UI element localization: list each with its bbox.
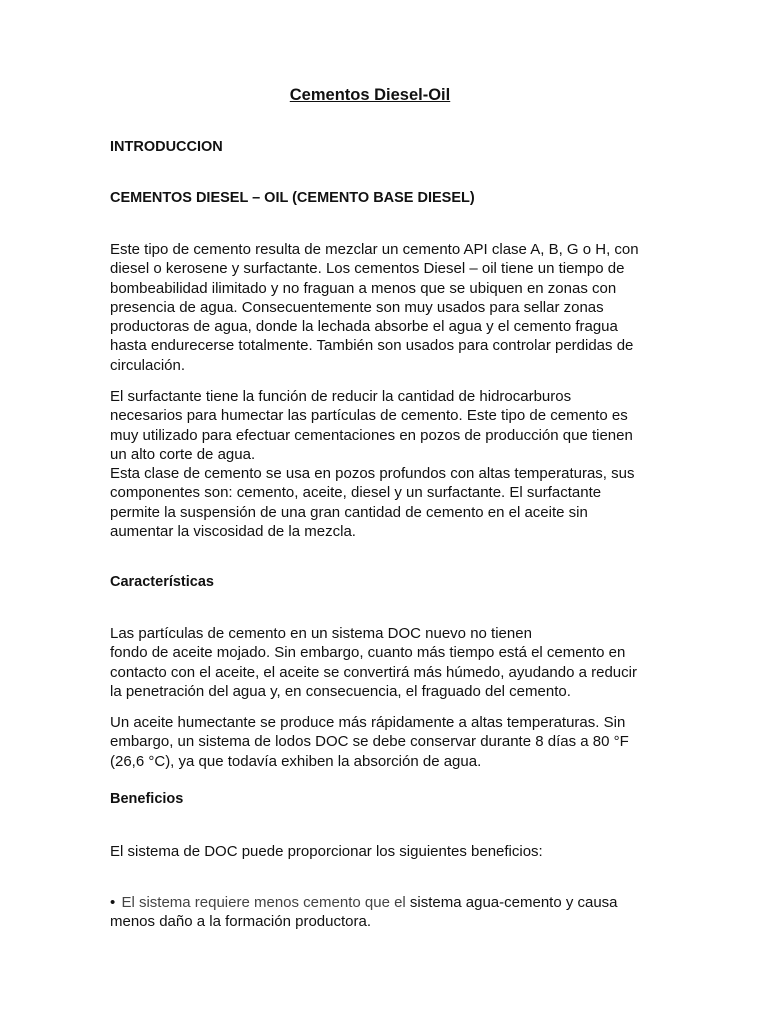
paragraph-5 [110, 842, 670, 861]
paragraph-3 [110, 624, 670, 701]
paragraph-2-line: Esta clase de cemento se usa en pozos profundos con altas temperaturas, sus [110, 465, 635, 483]
bullet-text-part2: sistema agua-cemento y causa [409, 894, 618, 911]
paragraph-1-line: circulación. [110, 356, 186, 374]
bullet-text-part1: El sistema requiere menos cemento que el [121, 894, 406, 911]
paragraph-3-line: contacto con el aceite, el aceite se convertirá más húmedo, ayudando a reducir [110, 663, 637, 681]
paragraph-4-line: embargo, un sistema de lodos DOC se debe conservar durante 8 días a 80 °F [110, 733, 629, 751]
intro-heading: INTRODUCCION [110, 139, 223, 155]
paragraph-4-line: Un aceite humectante se produce más rápidamente a altas temperaturas. Sin [110, 714, 626, 731]
paragraph-3-line: fondo de aceite mojado. Sin embargo, cuanto más tiempo está el cemento en [110, 644, 626, 662]
paragraph-3-line: la penetración del agua y, en consecuencia, el fraguado del cemento. [110, 682, 571, 700]
paragraph-1-line: productoras de agua, donde la lechada absorbe el agua y el cemento fragua [110, 318, 618, 336]
benefits-heading: Beneficios [110, 791, 184, 807]
paragraph-4-line: (26,6 °C), ya que todavía exhiben la absorción de agua. [110, 752, 482, 770]
paragraph-1-line: hasta endurecerse totalmente. También son usados para controlar perdidas de [110, 337, 634, 355]
paragraph-3-line: Las partículas de cemento en un sistema DOC nuevo no tienen [110, 625, 532, 642]
paragraph-1-line: bombeabilidad ilimitado y no fraguan a menos que se ubiquen en zonas con [110, 279, 617, 297]
paragraph-2-line: componentes son: cemento, aceite, diesel y un surfactante. El surfactante [110, 484, 602, 502]
paragraph-5-line: El sistema de DOC puede proporcionar los siguientes beneficios: [110, 843, 543, 860]
paragraph-1-line: Este tipo de cemento resulta de mezclar un cemento API clase A, B, G o H, con [110, 241, 639, 258]
bullet-mark: • [110, 894, 116, 911]
paragraph-1 [110, 240, 670, 375]
characteristics-heading: Características [110, 574, 214, 590]
bullet-line [110, 893, 670, 912]
paragraph-2-line: El surfactante tiene la función de reducir la cantidad de hidrocarburos [110, 388, 572, 405]
bullet-item [110, 893, 670, 932]
paragraph-4 [110, 713, 670, 771]
paragraph-2 [110, 387, 670, 541]
paragraph-2-line: un alto corte de agua. [110, 445, 256, 463]
document-title: Cementos Diesel-Oil [289, 86, 451, 104]
bullet-line-2: menos daño a la formación productora. [110, 913, 371, 931]
paragraph-1-line: diesel o kerosene y surfactante. Los cementos Diesel – oil tiene un tiempo de [110, 260, 625, 278]
paragraph-2-line: permite la suspensión de una gran cantidad de cemento en el aceite sin [110, 503, 588, 521]
paragraph-2-line: necesarios para humectar las partículas de cemento. Este tipo de cemento es [110, 407, 628, 425]
paragraph-2-line: aumentar la viscosidad de la mezcla. [110, 523, 356, 541]
paragraph-1-line: presencia de agua. Consecuentemente son muy usados para sellar zonas [110, 298, 604, 316]
section-heading: CEMENTOS DIESEL – OIL (CEMENTO BASE DIESEL) [110, 190, 475, 206]
paragraph-2-line: muy utilizado para efectuar cementaciones en pozos de producción que tienen [110, 426, 633, 444]
